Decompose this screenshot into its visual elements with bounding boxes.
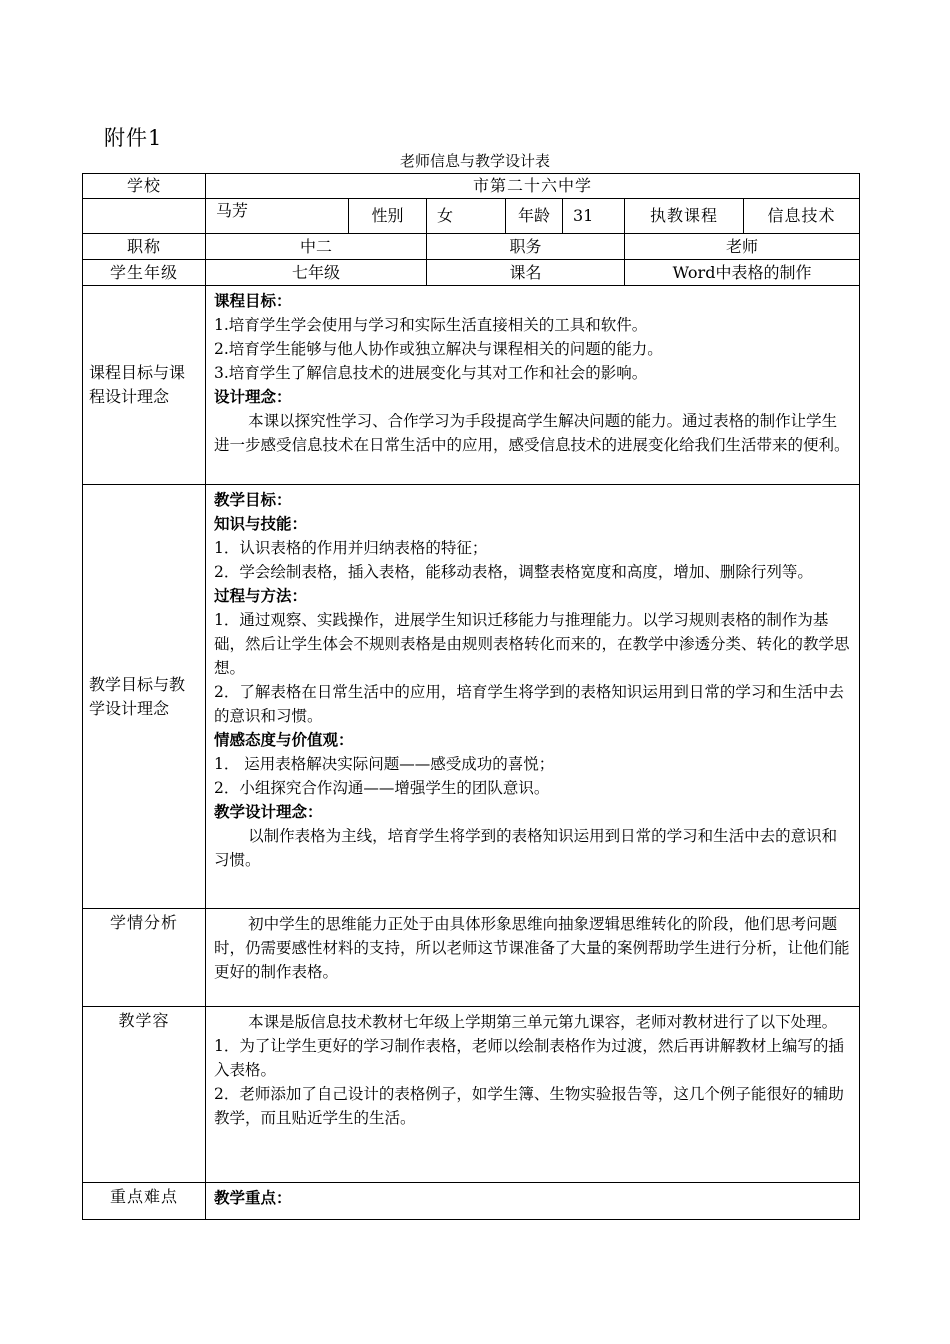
row-grade bbox=[83, 260, 860, 286]
knowledge-item-2: 2．学会绘制表格，插入表格，能移动表格，调整表格宽度和高度，增加、删除行列等。 bbox=[214, 563, 813, 581]
teaching-design-text: 以制作表格为主线，培育学生将学到的表格知识运用到日常的学习和生活中去的意识和习惯。 bbox=[214, 827, 838, 869]
content-label: 教学容 bbox=[83, 1007, 206, 1183]
row-personal bbox=[83, 199, 860, 234]
position-value: 老师 bbox=[625, 234, 860, 260]
name-value: 马芳 bbox=[206, 199, 349, 234]
row-title bbox=[83, 234, 860, 260]
course-goals-content bbox=[206, 286, 860, 485]
row-teaching-goals bbox=[83, 485, 860, 909]
attachment-label: 附件1 bbox=[104, 126, 163, 150]
process-method-heading: 过程与方法： bbox=[214, 586, 308, 605]
knowledge-item-1: 1．认识表格的作用并归纳表格的特征； bbox=[214, 539, 488, 557]
row-content bbox=[83, 1007, 860, 1183]
age-label: 年龄 bbox=[506, 199, 563, 234]
analysis-label: 学情分析 bbox=[83, 909, 206, 1007]
knowledge-skills-heading: 知识与技能： bbox=[214, 514, 308, 533]
teaching-design-heading: 教学设计理念： bbox=[214, 802, 323, 821]
design-concept-text: 本课以探究性学习、合作学习为手段提高学生解决问题的能力。通过表格的制作让学生进一步感受信息技术在日常生活中的应用，感受信息技术的进展变化给我们生活带来的便利。 bbox=[214, 412, 850, 454]
lesson-label: 课名 bbox=[427, 260, 625, 286]
keypoints-label: 重点难点 bbox=[83, 1183, 206, 1220]
form-title: 老师信息与教学设计表 bbox=[399, 152, 550, 170]
content-intro: 本课是版信息技术教材七年级上学期第三单元第九课容，老师对教材进行了以下处理。 bbox=[248, 1013, 838, 1031]
course-label: 执教课程 bbox=[625, 199, 744, 234]
teacher-info-table bbox=[82, 173, 860, 1220]
name-label-cell bbox=[83, 199, 206, 234]
analysis-content bbox=[206, 909, 860, 1007]
course-goal-3: 3.培育学生了解信息技术的进展变化与其对工作和社会的影响。 bbox=[214, 364, 648, 382]
title-label: 职称 bbox=[83, 234, 206, 260]
grade-label: 学生年级 bbox=[83, 260, 206, 286]
content-item-2: 2．老师添加了自己设计的表格例子，如学生簿、生物实验报告等，这几个例子能很好的辅助教学，而且贴近学生的生活。 bbox=[214, 1085, 844, 1127]
course-value: 信息技术 bbox=[744, 199, 860, 234]
teaching-goals-heading: 教学目标： bbox=[214, 490, 292, 509]
title-value: 中二 bbox=[206, 234, 427, 260]
lesson-value: Word中表格的制作 bbox=[625, 260, 860, 286]
keypoints-content bbox=[206, 1183, 860, 1220]
row-keypoints bbox=[83, 1183, 860, 1220]
content-content bbox=[206, 1007, 860, 1183]
process-item-1: 1．通过观察、实践操作，进展学生知识迁移能力与推理能力。以学习规则表格的制作为基础，然后让学生体会不规则表格是由规则表格转化而来的，在教学中渗透分类、转化的教学思想。 bbox=[214, 611, 850, 677]
teaching-goals-content bbox=[206, 485, 860, 909]
course-goal-1: 1.培育学生学会使用与学习和实际生活直接相关的工具和软件。 bbox=[214, 316, 648, 334]
course-goals-label: 课程目标与课程设计理念 bbox=[83, 286, 206, 485]
gender-label: 性别 bbox=[349, 199, 427, 234]
analysis-text: 初中学生的思维能力正处于由具体形象思维向抽象逻辑思维转化的阶段，他们思考问题时，仍需要感性材料的支持，所以老师这节课准备了大量的案例帮助学生进行分析，让他们能更好的制作表格。 bbox=[214, 915, 850, 981]
gender-value: 女 bbox=[427, 199, 506, 234]
attitude-item-2: 2．小组探究合作沟通——增强学生的团队意识。 bbox=[214, 779, 550, 797]
content-item-1: 1．为了让学生更好的学习制作表格，老师以绘制表格作为过渡，然后再讲解教材上编写的插入表格。 bbox=[214, 1037, 844, 1079]
attitude-values-heading: 情感态度与价值观： bbox=[214, 730, 354, 749]
position-label: 职务 bbox=[427, 234, 625, 260]
course-goal-2: 2.培育学生能够与他人协作或独立解决与课程相关的问题的能力。 bbox=[214, 340, 663, 358]
row-course-goals bbox=[83, 286, 860, 485]
design-concept-heading: 设计理念： bbox=[214, 387, 292, 406]
school-label: 学校 bbox=[83, 174, 206, 199]
course-goals-heading: 课程目标： bbox=[214, 291, 292, 310]
teaching-goals-label: 教学目标与教学设计理念 bbox=[83, 485, 206, 909]
grade-value: 七年级 bbox=[206, 260, 427, 286]
age-value: 31 bbox=[563, 199, 625, 234]
row-analysis bbox=[83, 909, 860, 1007]
row-school bbox=[83, 174, 860, 199]
school-value: 市第二十六中学 bbox=[206, 174, 860, 199]
attitude-item-1: 1． 运用表格解决实际问题——感受成功的喜悦； bbox=[214, 755, 555, 773]
keypoints-heading: 教学重点： bbox=[214, 1188, 292, 1207]
process-item-2: 2．了解表格在日常生活中的应用，培育学生将学到的表格知识运用到日常的学习和生活中去的意识和习惯。 bbox=[214, 683, 844, 725]
